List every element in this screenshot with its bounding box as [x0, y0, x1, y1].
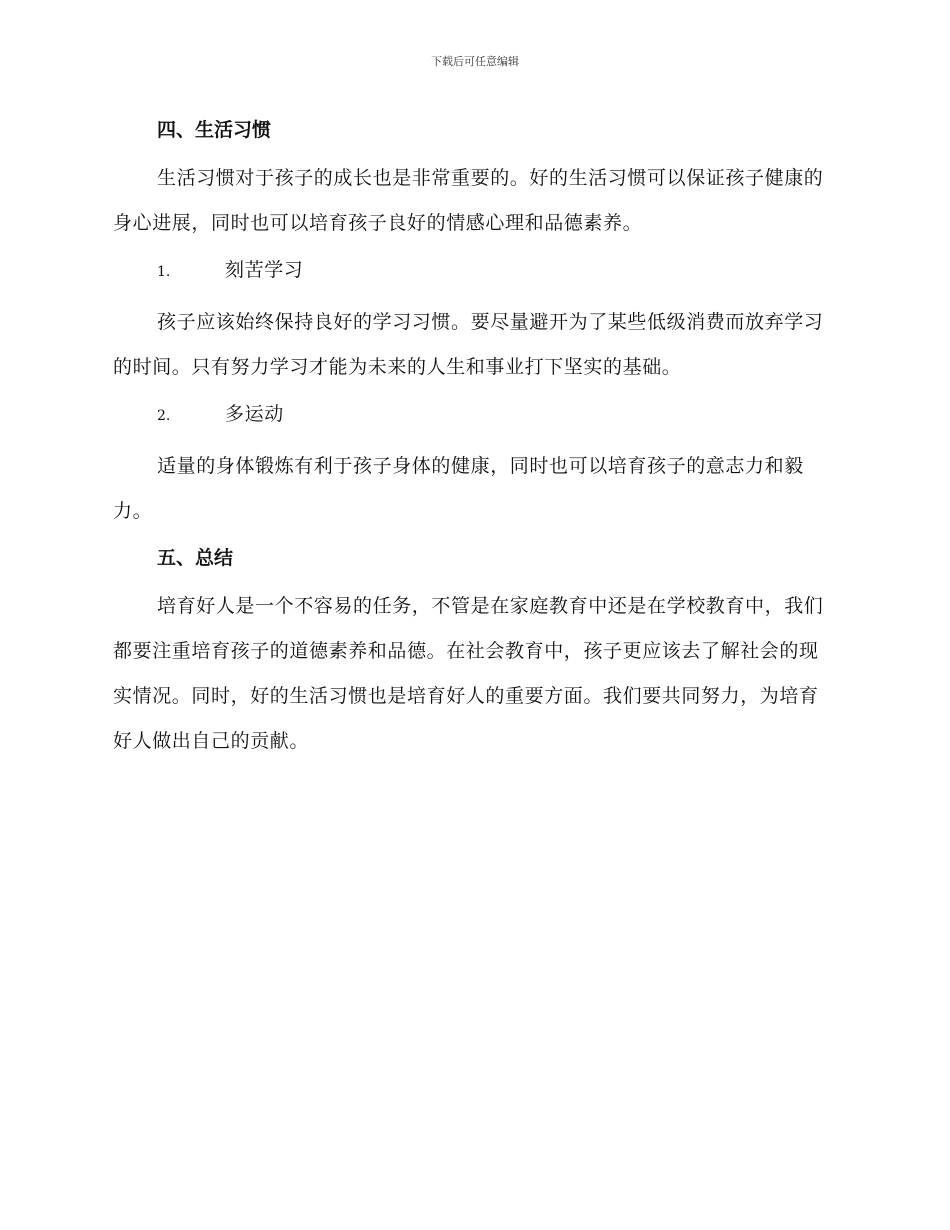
list-number: 2.	[157, 408, 171, 424]
exercise-paragraph: 适量的身体锻炼有利于孩子身体的健康，同时也可以培育孩子的意志力和毅力。	[113, 455, 804, 522]
list-number: 1.	[157, 264, 171, 280]
list-item-exercise	[113, 396, 833, 434]
list-item-study	[113, 252, 833, 290]
summary-paragraph: 培育好人是一个不容易的任务，不管是在家庭教育中还是在学校教育中，我们都要注重培育孩子的道德素养和品德。在社会教育中，孩子更应该去了解社会的现实情况。同时，好的生活习惯也是培育好人的重要方面。我们要共同努力，为培育好人做出自己的贡献。	[113, 595, 824, 752]
section-heading-habits: 四、生活习惯	[157, 119, 272, 141]
study-paragraph: 孩子应该始终保持良好的学习习惯。要尽量避开为了某些低级消费而放弃学习的时间。只有努力学习才能为未来的人生和事业打下坚实的基础。	[113, 311, 824, 378]
section-heading-summary: 五、总结	[157, 547, 234, 569]
page-header: 下载后可任意编辑	[431, 55, 519, 68]
document-body	[113, 112, 833, 770]
list-item-label: 多运动	[225, 403, 284, 425]
list-item-label: 刻苦学习	[225, 259, 304, 281]
habits-intro-paragraph: 生活习惯对于孩子的成长也是非常重要的。好的生活习惯可以保证孩子健康的身心进展，同时也可以培育孩子良好的情感心理和品德素养。	[113, 167, 824, 234]
